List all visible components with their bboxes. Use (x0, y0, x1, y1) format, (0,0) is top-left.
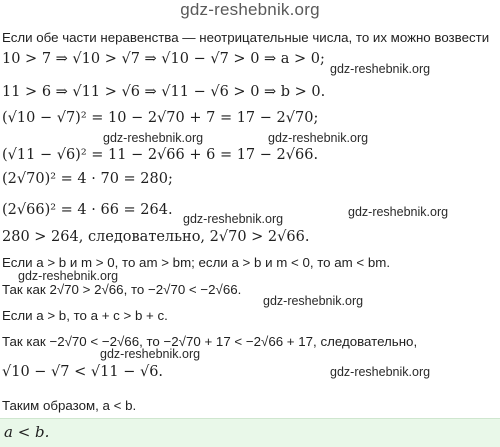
watermark-6: gdz-reshebnik.org (18, 269, 119, 283)
line-3: (√10 − √7)² = 10 − 2√70 + 7 = 17 − 2√70; (2, 110, 319, 126)
watermark-8: gdz-reshebnik.org (100, 347, 201, 361)
line-1: 10 > 7 ⇒ √10 > √7 ⇒ √10 − √7 > 0 ⇒ a > 0; (2, 51, 325, 67)
watermark-9: gdz-reshebnik.org (330, 365, 431, 379)
line-11: Так как −2√70 < −2√66, то −2√70 + 17 < −2√66 + 17, следовательно, (2, 334, 418, 349)
line-12: √10 − √7 < √11 − √6. (2, 364, 164, 380)
watermark-4: gdz-reshebnik.org (348, 205, 449, 219)
watermark-5: gdz-reshebnik.org (183, 212, 284, 226)
line-4: (√11 − √6)² = 11 − 2√66 + 6 = 17 − 2√66. (2, 147, 319, 163)
watermark-3: gdz-reshebnik.org (268, 131, 369, 145)
line-7: 280 > 264, следовательно, 2√70 > 2√66. (2, 229, 310, 245)
answer-text: a < b. (4, 423, 50, 441)
line-10: Если a > b, то a + c > b + c. (2, 308, 168, 323)
intro-text: Если обе части неравенства — неотрицательные числа, то их можно возвести (2, 30, 490, 45)
watermark-7: gdz-reshebnik.org (263, 294, 364, 308)
watermark-1: gdz-reshebnik.org (330, 62, 431, 76)
line-2: 11 > 6 ⇒ √11 > √6 ⇒ √11 − √6 > 0 ⇒ b > 0. (2, 84, 326, 100)
watermark-top: gdz-reshebnik.org (180, 0, 320, 19)
answer-box (0, 418, 500, 447)
line-8: Если a > b и m > 0, то am > bm; если a > b и m < 0, то am < bm. (2, 255, 391, 270)
line-6: (2√66)² = 4 · 66 = 264. (2, 202, 173, 218)
line-5: (2√70)² = 4 · 70 = 280; (2, 171, 173, 187)
conclusion-text: Таким образом, a < b. (2, 398, 137, 413)
line-9: Так как 2√70 > 2√66, то −2√70 < −2√66. (2, 282, 242, 297)
watermark-2: gdz-reshebnik.org (103, 131, 204, 145)
